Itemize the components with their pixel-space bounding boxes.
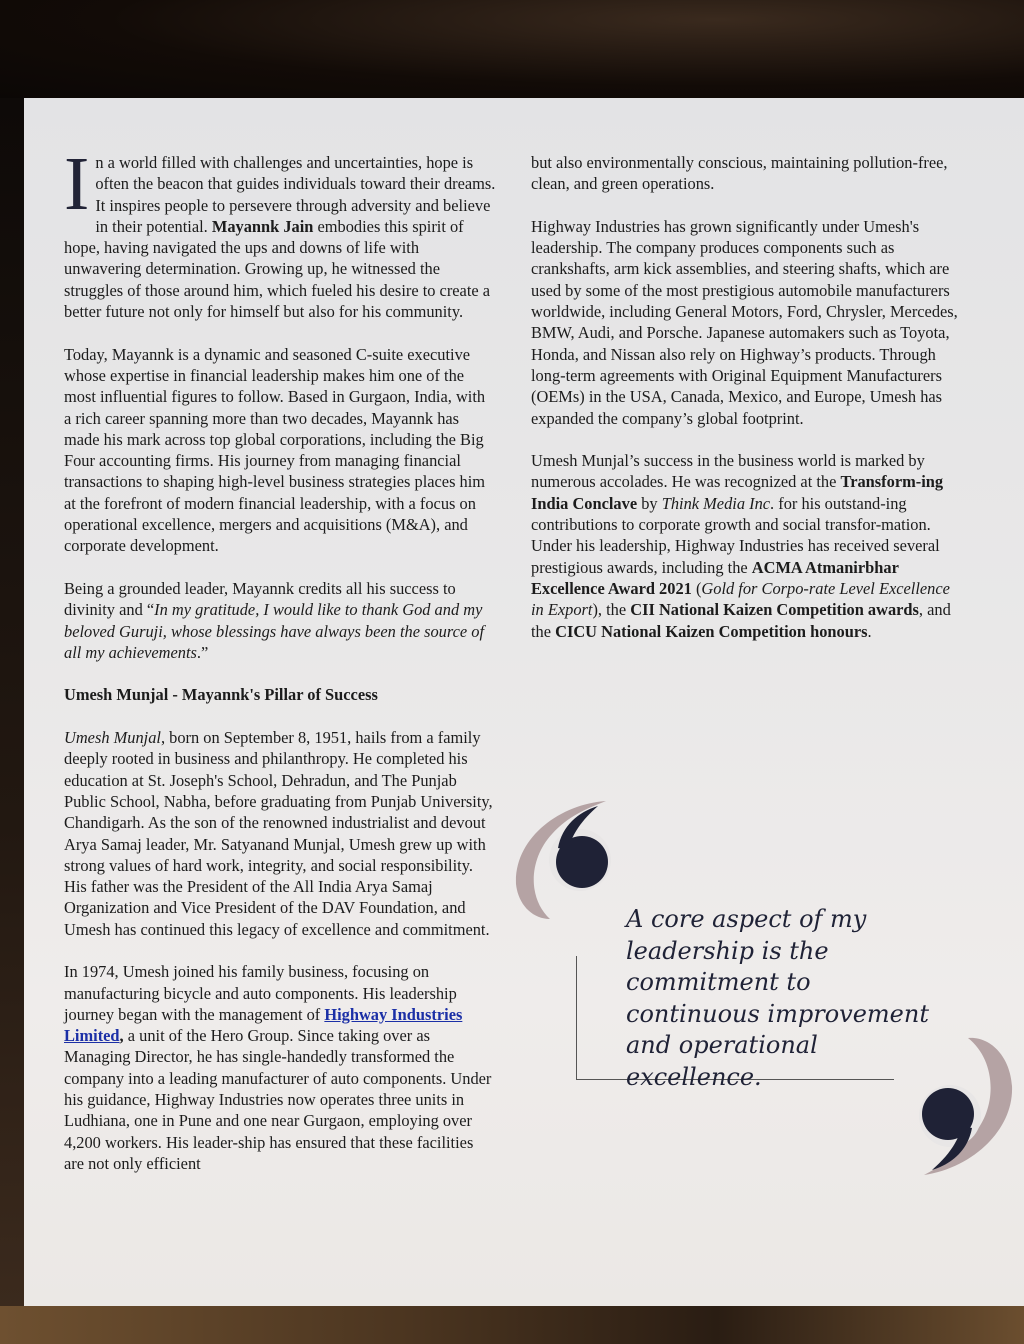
right-column [531, 152, 963, 663]
accolades-paragraph: Umesh Munjal’s success in the business world is marked by numerous accolades. He was recognized at the Transform-ing India Conclave by Think Media Inc. for his outstand-ing contributions to corporate growth and social transfor-mation. Under his leadership, Highway Industries has received several prestigious awards, including the ACMA Atmanirbhar Excellence Award 2021 (Gold for Corpo-rate Level Excellence in Export), the CII National Kaizen Competition awards, and the CICU National Kaizen Competition honours. [531, 451, 951, 641]
business-paragraph: In 1974, Umesh joined his family business, focusing on manufacturing bicycle and auto components. His leadership journey began with the management of Highway Industries Limited, a unit of the Hero Group. Since taking over as Managing Director, he has single-handedly transformed the company into a leading manufacturer of auto components. Under his guidance, Highway Industries now operates three units in Ludhiana, one in Pune and one near Gurgaon, employing over 4,200 workers. His leader-ship has ensured that these facilities are not only efficient [64, 962, 492, 1173]
name-highlight: Mayannk Jain [211, 216, 314, 236]
organizer-name: Think Media Inc [661, 493, 771, 513]
open-quote-icon [510, 798, 612, 922]
career-paragraph: Today, Mayannk is a dynamic and seasoned C-suite executive whose expertise in financial leadership makes him one of the most influential figures to follow. Based in Gurgaon, India, with a rich career spanning more than two decades, Mayannk has made his mark across top global corporations, including the Big Four accounting firms. His journey from managing financial transactions to shaping high-level business strategies places him at the forefront of modern financial leadership, with a focus on operational excellence, mergers and acquisitions (M&A), and corporate development. [64, 344, 486, 556]
pull-quote [504, 798, 1024, 1198]
growth-paragraph: Highway Industries has grown significantly under Umesh's leadership. The company produces components such as crankshafts, arm kick assemblies, and steering shafts, which are used by some of the most prestigious automobile manufacturers worldwide, including General Motors, Ford, Chrysler, Mercedes, BMW, Audi, and Porsche. Japanese automakers such as Toyota, Honda, and Nissan also rely on Highway’s products. Through long-term agreements with Original Equipment Manufacturers (OEMs) in the USA, Canada, Mexico, and Europe, Umesh has expanded the company’s global footprint. [531, 216, 958, 428]
quote-text: A core aspect of my leadership is the commitment to continuous improvement and operational excellence. [626, 905, 929, 1091]
continuation-paragraph: but also environmentally conscious, maintaining pollution-free, clean, and green operations. [531, 153, 948, 194]
highway-industries-link[interactable]: Highway Industries Limited [64, 1004, 463, 1046]
event-name: Transform-ing India Conclave [531, 472, 944, 513]
section-subheading: Umesh Munjal - Mayannk's Pillar of Success [64, 685, 378, 705]
background-left [0, 98, 24, 1308]
quote-rule-vertical [576, 956, 577, 1080]
biography-name: Umesh Munjal [64, 728, 161, 748]
award-cii: CII National Kaizen Competition awards [630, 600, 919, 620]
background-top [0, 0, 1024, 98]
award-acma: ACMA Atmanirbhar Excellence Award 2021 [531, 557, 899, 598]
left-column [64, 142, 496, 1196]
intro-paragraph: In a world filled with challenges and uncertainties, hope is often the beacon that guides individuals toward their dreams. It inspires people to persevere through adversity and believe in their potential. Mayannk Jain embodies this spirit of hope, having navigated the ups and downs of life with unwavering determination. Growing up, he witnessed the struggles of those around him, which fueled his desire to create a better future not only for himself but also for his community. [64, 142, 496, 322]
magazine-page [24, 98, 1024, 1306]
background-bottom [0, 1306, 1024, 1344]
award-acma-category: Gold for Corpo-rate Level Excellence in Export [531, 578, 950, 620]
biography-paragraph: Umesh Munjal, born on September 8, 1951, hails from a family deeply rooted in business and philanthropy. He completed his education at St. Joseph's School, Dehradun, and The Punjab Public School, Nabha, before graduating from Punjab University, Chandigarh. As the son of the renowned industrialist and devout Arya Samaj leader, Mr. Satyanand Munjal, Umesh grew up with strong values of hard work, integrity, and social responsibility. His father was the President of the All India Arya Samaj Organization and Vice President of the DAV Foundation, and Umesh has continued this legacy of excellence and commitment. [64, 728, 493, 939]
drop-cap: I [64, 142, 90, 226]
gratitude-quote: In my gratitude, I would like to thank God and my beloved Guruji, whose blessings have always been the source of all my achievements [64, 600, 485, 662]
award-cicu: CICU National Kaizen Competition honours [555, 621, 868, 641]
close-quote-icon [916, 1034, 1018, 1178]
gratitude-paragraph: Being a grounded leader, Mayannk credits all his success to divinity and “In my gratitude, I would like to thank God and my beloved Guruji, whose blessings have always been the source of all my achievements.” [64, 578, 485, 662]
